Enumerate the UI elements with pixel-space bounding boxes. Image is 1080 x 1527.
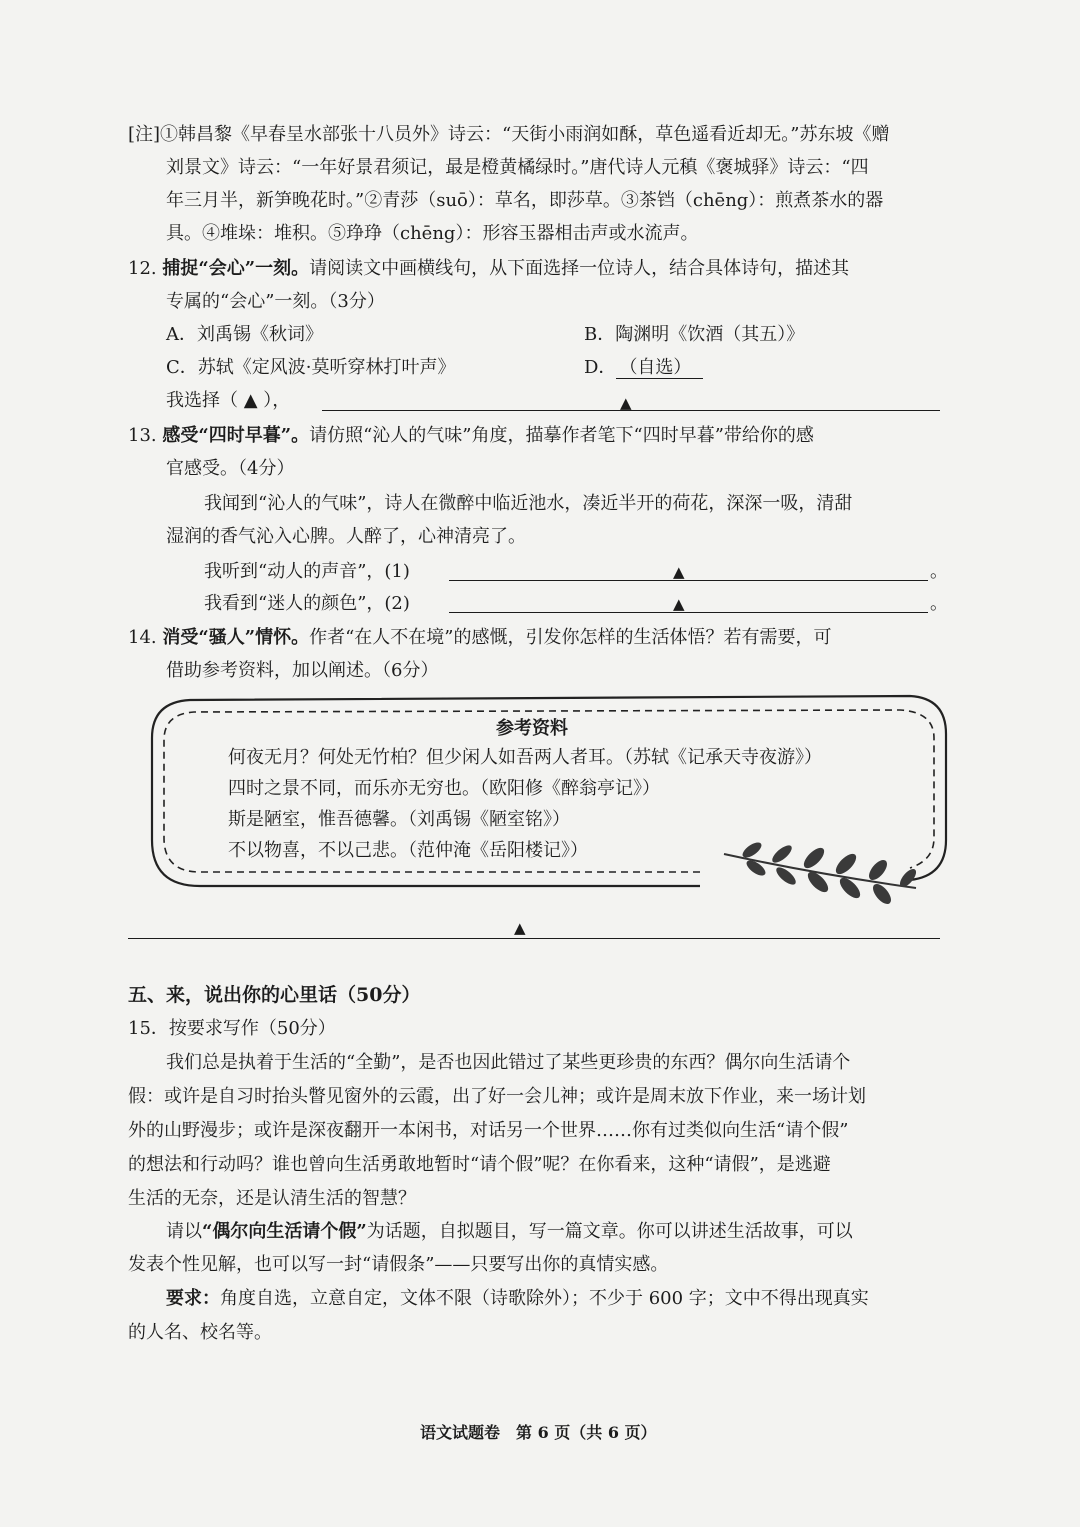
requirement-line-2: 的人名、校名等。 (128, 1322, 272, 1343)
note-line: [注]①韩昌黎《早春呈水部张十八员外》诗云：“天街小雨润如酥，草色遥看近却无。”苏东坡《赠 (128, 124, 890, 145)
question-13 (128, 423, 814, 449)
requirement-line (166, 1286, 869, 1312)
blank-2-end: 。 (930, 593, 948, 614)
blank-2-marker: ▲ (673, 595, 685, 613)
page-footer: 语文试题卷 第 6 页（共 6 页） (420, 1423, 657, 1442)
note-line: 具。④堆垛：堆积。⑤琤琤（chēng）：形容玉器相击声或水流声。 (166, 223, 699, 244)
leaf-branch-icon (716, 828, 926, 908)
note-line: 年三月半，新笋晚花时。”②青莎（suō）：草名，即莎草。③茶铛（chēng）：煎煮茶水的器 (166, 190, 884, 211)
topic-title: “偶尔向生活请个假” (202, 1221, 367, 1242)
reference-line: 四时之景不同，而乐亦无穷也。（欧阳修《醉翁亭记》） (228, 778, 660, 799)
requirement-label: 要求： (166, 1288, 220, 1309)
reference-title: 参考资料 (496, 718, 568, 739)
prompt-line: 的想法和行动吗？谁也曾向生活勇敢地暂时“请个假”呢？在你看来，这种“请假”，是逃避 (128, 1154, 831, 1175)
question-number: 14. (128, 627, 157, 648)
blank-1-marker: ▲ (673, 563, 685, 581)
question-text: 请仿照“沁人的气味”角度，描摹作者笔下“四时早暮”带给你的感 (309, 425, 814, 446)
option-d (584, 355, 703, 381)
question-text: 请阅读文中画横线句，从下面选择一位诗人，结合具体诗句，描述其 (309, 258, 850, 279)
question-text-line: 专属的“会心”一刻。（3分） (166, 291, 385, 312)
question-title: 消受“骚人”情怀。 (162, 627, 310, 648)
reference-line: 斯是陋室，惟吾德馨。（刘禹锡《陋室铭》） (228, 809, 570, 830)
q14-answer-marker: ▲ (514, 919, 526, 937)
question-number: 12. (128, 258, 157, 279)
question-text-line: 借助参考资料，加以阐述。（6分） (166, 660, 439, 681)
topic-rest: 为话题，自拟题目，写一篇文章。你可以讲述生活故事，可以 (366, 1221, 853, 1242)
blank-2-line[interactable] (449, 612, 928, 613)
option-b: B．陶渊明《饮酒（其五）》 (584, 324, 805, 345)
question-title: 捕捉“会心”一刻。 (162, 258, 310, 279)
answer-prefix: 我选择（ ▲ ）， (166, 390, 291, 411)
q14-answer-line[interactable] (128, 938, 940, 939)
question-14 (128, 625, 832, 651)
question-title: 感受“四时早暮”。 (162, 425, 310, 446)
question-number: 13. (128, 425, 157, 446)
reference-line: 不以物喜，不以己悲。（范仲淹《岳阳楼记》） (228, 840, 588, 861)
prompt-line: 我们总是执着于生活的“全勤”，是否也因此错过了某些更珍贵的东西？偶尔向生活请个 (166, 1052, 851, 1073)
prompt-line: 生活的无奈，还是认清生活的智慧？ (128, 1188, 416, 1209)
example-line: 湿润的香气沁入心脾。人醉了，心神清亮了。 (166, 526, 526, 547)
prompt-line: 外的山野漫步；或许是深夜翻开一本闲书，对话另一个世界……你有过类似向生活“请个假” (128, 1120, 849, 1141)
blank-1-line[interactable] (449, 580, 928, 581)
option-d-label: D． (584, 357, 617, 378)
section-heading: 五、来，说出你的心里话（50分） (128, 984, 421, 1006)
question-15-title: 15．按要求写作（50分） (128, 1018, 336, 1039)
blank-2-label: 我看到“迷人的颜色”，(2) (204, 593, 410, 614)
topic-line-2: 发表个性见解，也可以写一封“请假条”——只要写出你的真情实感。 (128, 1254, 669, 1275)
blank-1-end: 。 (930, 561, 948, 582)
option-a: A．刘禹锡《秋词》 (166, 324, 323, 345)
topic-line (166, 1219, 853, 1245)
blank-1-label: 我听到“动人的声音”，(1) (204, 561, 410, 582)
option-c: C．苏轼《定风波·莫听穿林打叶声》 (166, 357, 456, 378)
option-d-value: （自选） (616, 357, 703, 379)
reference-line: 何夜无月？何处无竹柏？但少闲人如吾两人者耳。（苏轼《记承天寺夜游》） (228, 747, 822, 768)
answer-marker: ▲ (620, 394, 632, 412)
prompt-line: 假：或许是自习时抬头瞥见窗外的云霞，出了好一会儿神；或许是周末放下作业，来一场计划 (128, 1086, 866, 1107)
requirement-text: 角度自选，立意自定，文体不限（诗歌除外）；不少于 600 字；文中不得出现真实 (220, 1288, 869, 1309)
question-12 (128, 256, 849, 282)
question-text-line: 官感受。（4分） (166, 458, 295, 479)
question-text: 作者“在人不在境”的感慨，引发你怎样的生活体悟？若有需要，可 (309, 627, 832, 648)
note-line: 刘景文》诗云：“一年好景君须记，最是橙黄橘绿时。”唐代诗人元稹《褒城驿》诗云：“四 (166, 157, 869, 178)
example-line: 我闻到“沁人的气味”，诗人在微醉中临近池水，凑近半开的荷花，深深一吸，清甜 (204, 493, 853, 514)
topic-prefix: 请以 (166, 1221, 202, 1242)
